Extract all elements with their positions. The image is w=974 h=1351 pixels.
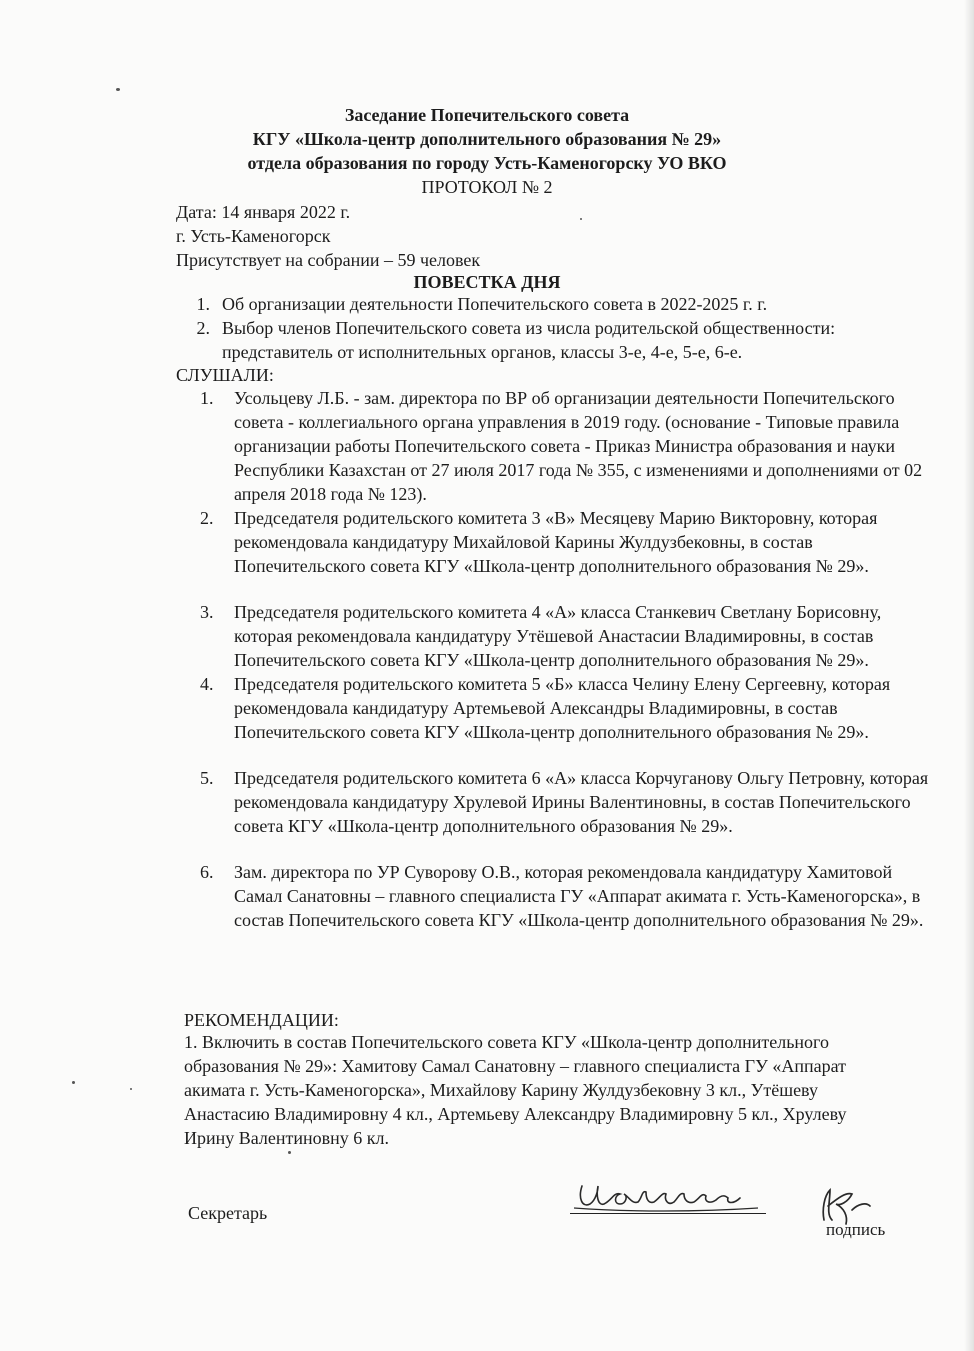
header-line-2: КГУ «Школа-центр дополнительного образования № 29» [252, 129, 722, 149]
item-number: 2. [196, 318, 210, 338]
item-text: Об организации деятельности Попечительского совета в 2022-2025 г. г. [222, 294, 768, 314]
header-line-3: отдела образования по городу Усть-Каменогорску УО ВКО [247, 153, 727, 173]
header-line-1: Заседание Попечительского совета [344, 105, 630, 125]
item-text: Выбор членов Попечительского совета из числа родительской общественности: представитель от исполнительных органов, классы 3-е, 4-е, 5-е, 6-е. [222, 318, 836, 362]
list-item [200, 766, 940, 838]
protocol-number: ПРОТОКОЛ № 2 [421, 177, 553, 197]
scan-speck [72, 1081, 75, 1084]
meeting-city: г. Усть-Каменогорск [176, 226, 331, 246]
heard-title: СЛУШАЛИ: [176, 365, 274, 385]
meeting-date: Дата: 14 января 2022 г. [176, 202, 351, 222]
item-text: Председателя родительского комитета 6 «А» класса Корчуганову Ольгу Петровну, которая рекомендовала кандидатуру Хрулевой Ирины Валентиновны, в состав Попечительского совета КГУ «Школа-центр дополнительного образования № 29». [234, 768, 929, 836]
item-number: 5. [200, 768, 214, 788]
scan-speck [580, 218, 582, 220]
list-item [200, 600, 940, 672]
list-item [200, 386, 940, 506]
item-number: 1. [196, 294, 210, 314]
meeting-attendance: Присутствует на собрании – 59 человек [176, 250, 481, 270]
item-number: 3. [200, 602, 214, 622]
handwritten-signature [568, 1168, 768, 1218]
recommendations-title: РЕКОМЕНДАЦИИ: [184, 1010, 339, 1030]
item-number: 2. [200, 508, 214, 528]
list-item [176, 316, 896, 364]
item-number: 4. [200, 674, 214, 694]
item-number: 6. [200, 862, 214, 882]
secretary-label: Секретарь [188, 1203, 268, 1223]
heard-list [200, 386, 940, 932]
scan-speck [130, 1088, 132, 1090]
agenda-list [176, 292, 896, 364]
item-text: Усольцеву Л.Б. - зам. директора по ВР об организации деятельности Попечительского совета - коллегиального органа управления в 2019 году. (основание - Типовые правила организации работы Попечительского совета - Приказ Министра образования и науки Республики Казахстан от 27 июля 2017 года № 355, с изменениями и дополнениями от 02 апреля 2018 года № 123). [234, 388, 923, 504]
item-text: Зам. директора по УР Суворову О.В., которая рекомендовала кандидатуру Хамитовой Самал Санатовны – главного специалиста ГУ «Аппарат акимата г. Усть-Каменогорска», в состав Попечительского совета КГУ «Школа-центр дополнительного образования № 29». [234, 862, 924, 930]
scan-speck [288, 1151, 291, 1154]
item-text: Председателя родительского комитета 4 «А» класса Станкевич Светлану Борисовну, которая рекомендовала кандидатуру Утёшевой Анастасии Владимировны, в состав Попечительского совета КГУ «Школа-центр дополнительного образования № 29». [234, 602, 882, 670]
scan-speck [116, 88, 120, 91]
scan-edge-shadow [964, 0, 974, 1351]
list-item [200, 506, 940, 578]
item-number: 1. [200, 388, 214, 408]
meeting-meta [176, 200, 480, 272]
agenda-title: ПОВЕСТКА ДНЯ [413, 272, 561, 292]
document-header [0, 103, 974, 199]
list-item [200, 860, 940, 932]
list-item [200, 672, 940, 744]
recommendations-text: 1. Включить в состав Попечительского совета КГУ «Школа-центр дополнительного образования № 29»: Хамитову Самал Санатовну – главного специалиста ГУ «Аппарат акимата г. Усть-Каменогорска», Михайлову Карину Жулдузбековну 3 кл., Утёшеву Анастасию Владимировну 4 кл., Артемьеву Александру Владимировну 5 кл., Хрулеву Ирину Валентиновну 6 кл. [184, 1032, 847, 1148]
list-item [176, 292, 896, 316]
item-text: Председателя родительского комитета 3 «В» Месяцеву Марию Викторовну, которая рекомендовала кандидатуру Михайловой Карины Жулдузбековны, в состав Попечительского совета КГУ «Школа-центр дополнительного образования № 29». [234, 508, 878, 576]
signature-caption: подпись [826, 1220, 886, 1239]
item-text: Председателя родительского комитета 5 «Б» класса Челину Елену Сергеевну, которая рекомендовала кандидатуру Артемьевой Александры Владимировны, в состав Попечительского совета КГУ «Школа-центр дополнительного образования № 29». [234, 674, 891, 742]
